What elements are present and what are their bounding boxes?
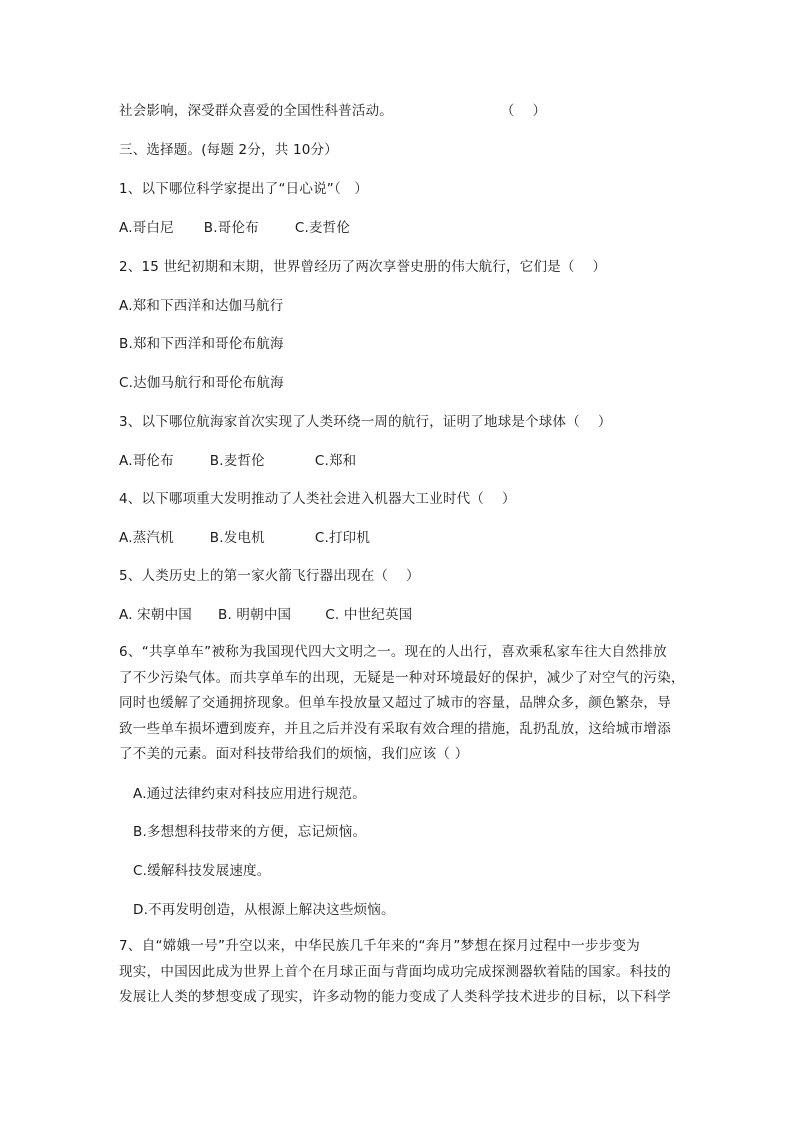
question-2: 2、15 世纪初期和末期，世界曾经历了两次享誉史册的伟大航行，它们是（ ） bbox=[119, 259, 607, 275]
question-7-line: 发展让人类的梦想变成了现实，许多动物的能力变成了人类科学技术进步的目标，以下科学 bbox=[119, 989, 671, 1005]
question-4: 4、以下哪项重大发明推动了人类社会进入机器大工业时代（ ） bbox=[119, 491, 516, 507]
question-6-line: 同时也缓解了交通拥挤现象。但单车投放量又超过了城市的容量，品牌众多，颜色繁杂，导 bbox=[119, 695, 671, 711]
option-b[interactable]: B.发电机 bbox=[209, 530, 265, 546]
question-5-options bbox=[119, 605, 412, 625]
question-6-option-b[interactable]: B.多想想科技带来的方便，忘记烦恼。 bbox=[133, 824, 367, 840]
question-6-line: 了不美的元素。面对科技带给我们的烦恼，我们应该（ ） bbox=[119, 746, 469, 762]
question-2-option-c[interactable]: C.达伽马航行和哥伦布航海 bbox=[119, 375, 284, 391]
question-6-line: 6、“共享单车”被称为我国现代四大文明之一。现在的人出行，喜欢乘私家车往大自然排放 bbox=[119, 644, 667, 660]
question-6-option-a[interactable]: A.通过法律约束对科技应用进行规范。 bbox=[133, 786, 366, 802]
option-b[interactable]: B.哥伦布 bbox=[203, 220, 259, 236]
question-2-option-b[interactable]: B.郑和下西洋和哥伦布航海 bbox=[119, 336, 284, 352]
question-6-line: 了不少污染气体。而共享单车的出现，无疑是一种对环境最好的保护，减少了对空气的污染， bbox=[119, 669, 685, 686]
question-6-option-d[interactable]: D.不再发明创造，从根源上解决这些烦恼。 bbox=[133, 902, 395, 918]
question-6-line: 致一些单车损坏遭到废弃，并且之后并没有采取有效合理的措施，乱扔乱放，这给城市增添 bbox=[119, 720, 671, 737]
question-7-line: 7、自“嫦娥一号”升空以来，中华民族几千年来的“奔月”梦想在探月过程中一步步变为 bbox=[119, 938, 641, 954]
question-3: 3、以下哪位航海家首次实现了人类环绕一周的航行，证明了地球是个球体（ ） bbox=[119, 414, 612, 430]
question-1-options bbox=[119, 218, 350, 238]
option-a[interactable]: A. 宋朝中国 bbox=[119, 607, 192, 623]
question-1: 1、以下哪位科学家提出了“日心说”（ ） bbox=[119, 181, 369, 197]
question-6 bbox=[119, 640, 685, 768]
option-b[interactable]: B.麦哲伦 bbox=[209, 453, 265, 469]
option-b[interactable]: B. 明朝中国 bbox=[217, 607, 292, 623]
option-c[interactable]: C.郑和 bbox=[314, 453, 357, 469]
option-a[interactable]: A.蒸汽机 bbox=[119, 530, 174, 546]
section-heading: 三、选择题。(每题 2分，共 10分） bbox=[119, 142, 338, 158]
question-7-line: 现实，中国因此成为世界上首个在月球正面与背面均成功完成探测器软着陆的国家。科技的 bbox=[119, 963, 671, 980]
question-3-options bbox=[119, 451, 356, 471]
previous-question-tail: 社会影响，深受群众喜爱的全国性科普活动。 （ ） bbox=[119, 103, 547, 119]
option-a[interactable]: A.哥伦布 bbox=[119, 453, 174, 469]
option-a[interactable]: A.哥白尼 bbox=[119, 220, 174, 236]
question-7 bbox=[119, 934, 679, 1011]
option-c[interactable]: C.麦哲伦 bbox=[294, 220, 351, 236]
question-5: 5、人类历史上的第一家火箭飞行器出现在（ ） bbox=[119, 568, 420, 584]
question-2-option-a[interactable]: A.郑和下西洋和达伽马航行 bbox=[119, 298, 284, 314]
question-6-option-c[interactable]: C.缓解科技发展速度。 bbox=[133, 863, 271, 879]
option-c[interactable]: C. 中世纪英国 bbox=[325, 607, 413, 623]
question-4-options bbox=[119, 528, 370, 548]
option-c[interactable]: C.打印机 bbox=[314, 530, 371, 546]
